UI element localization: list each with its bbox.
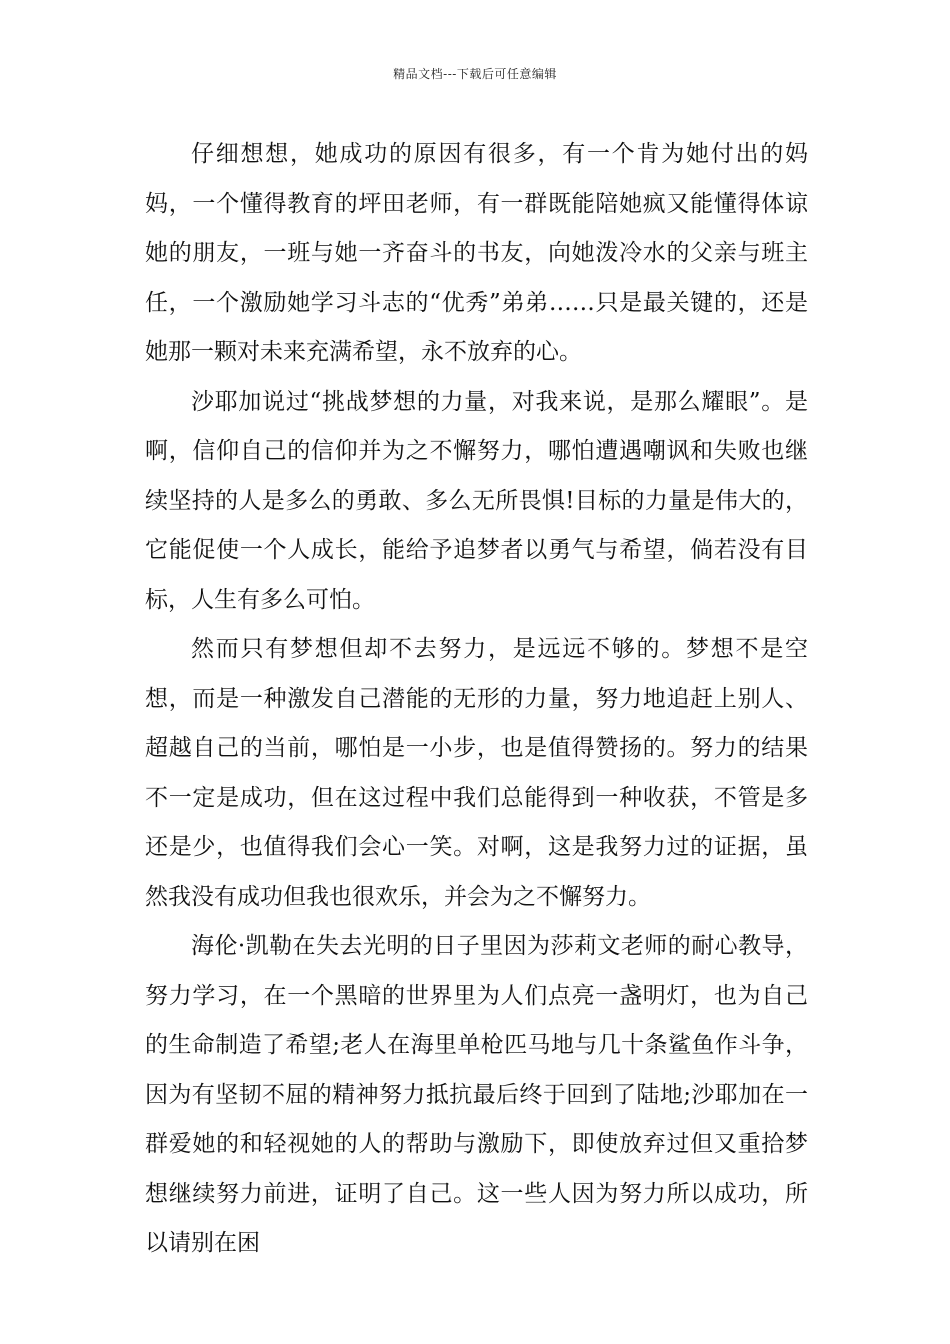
page-header: 精品文档---下载后可任意编辑 [393, 67, 557, 81]
paragraph-1: 仔细想想，她成功的原因有很多，有一个肯为她付出的妈妈，一个懂得教育的坪田老师，有一群既能陪她疯又能懂得体谅她的朋友，一班与她一齐奋斗的书友，向她泼冷水的父亲与班主任，一个激励她学习斗志的“优秀”弟弟……只是最关键的，还是她那一颗对未来充满希望，永不放弃的心。 [145, 141, 808, 365]
document-body [145, 130, 808, 1269]
paragraph-4: 海伦·凯勒在失去光明的日子里因为莎莉文老师的耐心教导，努力学习，在一个黑暗的世界里为人们点亮一盏明灯，也为自己的生命制造了希望;老人在海里单枪匹马地与几十条鲨鱼作斗争，因为有坚韧不屈的精神努力抵抗最后终于回到了陆地;沙耶加在一群爱她的和轻视她的人的帮助与激励下，即使放弃过但又重拾梦想继续努力前进，证明了自己。这一些人因为努力所以成功，所以请别在困 [145, 933, 808, 1256]
paragraph-2: 沙耶加说过“挑战梦想的力量，对我来说，是那么耀眼”。是啊，信仰自己的信仰并为之不懈努力，哪怕遭遇嘲讽和失败也继续坚持的人是多么的勇敢、多么无所畏惧!目标的力量是伟大的，它能促使一个人成长，能给予追梦者以勇气与希望，倘若没有目标，人生有多么可怕。 [145, 388, 808, 613]
paragraph-3: 然而只有梦想但却不去努力，是远远不够的。梦想不是空想，而是一种激发自己潜能的无形的力量，努力地追赶上别人、超越自己的当前，哪怕是一小步，也是值得赞扬的。努力的结果不一定是成功，但在这过程中我们总能得到一种收获，不管是多还是少，也值得我们会心一笑。对啊，这是我努力过的证据，虽然我没有成功但我也很欢乐，并会为之不懈努力。 [145, 636, 808, 910]
